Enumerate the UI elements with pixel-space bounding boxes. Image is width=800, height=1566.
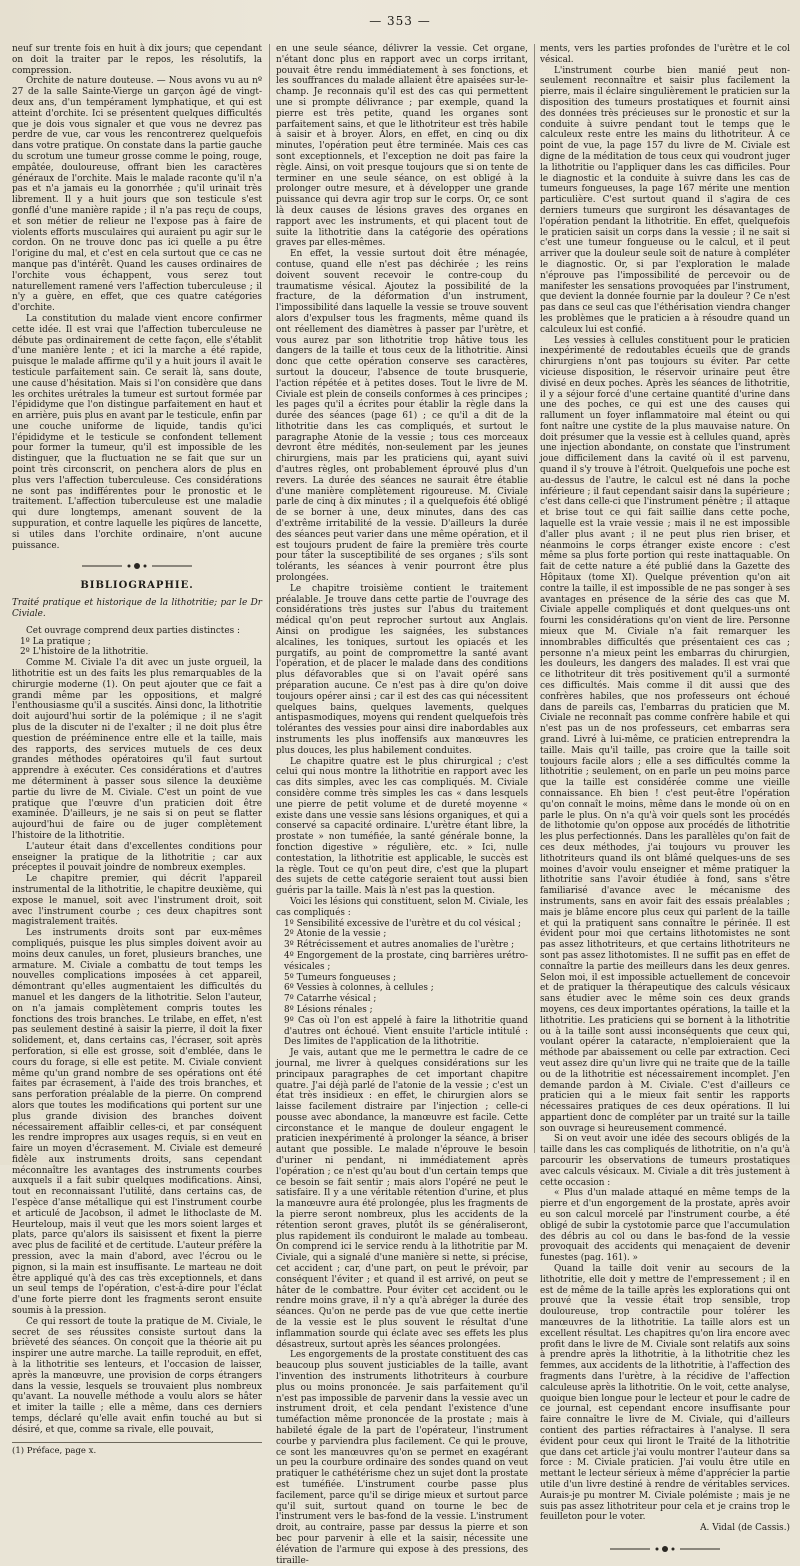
- paragraph: Le chapitre premier, qui décrit l'appareil instrumental de la lithotritie, le chapitre deuxième, qui expose le manuel, soit avec l'instrument droit, soit avec l'instrument courbe ; ces deux chapitres sont magistralement traités.: [12, 874, 262, 928]
- book-title: Traité pratique et historique de la lithotritie; par le Dr Civiale.: [12, 598, 262, 620]
- paragraph: ments, vers les parties profondes de l'urètre et le col vésical.: [540, 44, 790, 65]
- paragraph: En effet, la vessie surtout doit être ménagée, contuse, quand elle n'est pas déchirée ; les reins doivent souvent recevoir le contre-coup du traumatisme vésical. Ajoutez la possibilité de la fracture, de la déformation d'un instrument, l'impossibilité dans laquelle la vessie se trouve souvent alors d'expulser tous les fragments, même quand ils ont réellement des diamètres à passer par l'urètre, et vous aurez par son lithotritie trop hâtive tous les dangers de la taille et tous ceux de la lithotritie. Ainsi donc que cette opération conserve ses caractères, surtout la douceur, l'absence de toute brusquerie, l'action répétée et à petites doses. Tout le livre de M. Civiale est plein de conseils conformes à ces principes ; les pages qu'il a écrites pour établir la règle dans la durée des séances (page 61) ; ce qu'il a dit de la lithotritie dans les cas compliqués, et surtout le paragraphe Atonie de la vessie ; tous ces morceaux devront être médités, non-seulement par les jeunes chirurgiens, mais par les praticiens qui, ayant suivi d'autres règles, ont probablement éprouvé plus d'un revers. La durée des séances ne saurait être établie d'une manière complètement rigoureuse. M. Civiale parle de cinq à dix minutes ; il a quelquefois été obligé de se borner à une, deux minutes, dans des cas d'extrême irritabilité de la vessie. D'ailleurs la durée des séances peut varier dans une même opération, et il est toujours prudent de faire la première très courte pour tâter la susceptibilité de ses organes ; s'ils sont tolérants, les séances à venir pourront être plus prolongées.: [276, 249, 528, 584]
- paragraph: L'auteur était dans d'excellentes conditions pour enseigner la pratique de la lithotritie ; car aux préceptes il pouvait joindre de nombreux exemples.: [12, 841, 262, 874]
- paragraph: Quand la taille doit venir au secours de la lithotritie, elle doit y mettre de l'empressement ; il en est de même de la taille après les explorations qui ont prouvé que la vessie était trop sensible, trop douloureuse, trop contractile pour tolérer les manœuvres de la lithotritie. La taille alors est un excellent résultat. Les chapitres qu'on lira encore avec profit dans le livre de M. Civiale sont relatifs aux soins à prendre après la lithotritie, à la lithotritie chez les femmes, aux accidents de la lithotritie, à l'affection des fragments dans l'urètre, à la récidive de l'affection calculeuse après la lithotritie. On le voit, cette analyse, quoique bien longue pour le lecteur et pour le cadre de ce journal, est cependant encore insuffisante pour faire connaître le livre de M. Civiale, qui d'ailleurs contient des parties réfractaires à l'analyse. Il sera évident pour ceux qui liront le Traité de la lithotritie que dans cet article j'ai voulu montrer l'auteur dans sa force : M. Civiale praticien. J'ai voulu être utile en mettant le lecteur sérieux à même d'apprécier la partie utile d'un livre destiné à rendre de véritables services. Aurais-je pu montrer M. Civiale polémiste ; mais je ne suis pas assez lithotriteur pour cela et je crains trop le feuilleton pour le voter.: [540, 1264, 790, 1523]
- list-item: 9º Cas où l'on est appelé à faire la lithotritie quand d'autres ont échoué. Vient ensuite l'article intitulé : Des limites de l'application de la lithotritie.: [284, 1015, 528, 1048]
- list-item: 6º Vessies à colonnes, à cellules ;: [284, 983, 434, 994]
- paragraph: Ce qui ressort de toute la pratique de M. Civiale, le secret de ses réussites consiste surtout dans la brièveté des séances. On conçoit que la théorie ait pu inspirer une autre marche. La taille reproduit, en effet, à la lithotritie ses lenteurs, et l'occasion de laisser, après la manœuvre, une provision de corps étrangers dans la vessie, lesquels se trouvaient plus nombreux qu'avant. La nouvelle méthode a voulu alors se hâter et imiter la taille ; elle a même, dans ces derniers temps, déclaré qu'elle avait enfin touché au but si désiré, et que, comme sa rivale, elle pouvait,: [12, 1316, 262, 1435]
- paragraph: neuf sur trente fois en huit à dix jours; que cependant on doit la traiter par le repos, les résolutifs, la compression.: [12, 44, 262, 76]
- paragraph: Le chapitre quatre est le plus chirurgical ; c'est celui qui nous montre la lithotritie en rapport avec les cas dits simples, avec les cas compliqués. M. Civiale considère comme très simples les cas « dans lesquels une pierre de petit volume et de dureté moyenne « existe dans une vessie sans lésions organiques, et qui a conservé sa capacité ordinaire. L'urètre étant libre, la prostate » non tuméfiée, la santé générale bonne, la fonction digestive » régulière, etc. » Ici, nulle contestation, la lithotritie est applicable, le succès est la règle. Tout ce qu'on peut dire, c'est que la plupart des sujets de cette catégorie seraient tout aussi bien guéris par la taille. Mais là n'est pas la question.: [276, 756, 528, 897]
- list-item: 4º Engorgement de la prostate, cinq barrières urétro-vésicales ;: [284, 950, 528, 972]
- paragraph: Voici les lésions qui constituent, selon M. Civiale, les cas compliqués :: [276, 896, 528, 918]
- paragraph: en une seule séance, délivrer la vessie. Cet organe, n'étant donc plus en rapport avec un corps irritant, pouvait être rendu immédiatement à ses fonctions, et les souffrances du malade allaient être apaisées sur-le-champ. Je reconnais qu'il est des cas qui permettent une si prompte délivrance ; par exemple, quand la pierre est très petite, quand les organes sont parfaitement sains, et que le lithotriteur est très habile à saisir et à broyer. Alors, en effet, en cinq ou dix minutes, l'opération peut être terminée. Mais ces cas sont exceptionnels, et l'exception ne doit pas faire la règle. Ainsi, on voit presque toujours que si on tente de terminer en une seule séance, on est obligé à la prolonger outre mesure, et à développer une grande puissance qui devra agir trop sur le corps. Or, ce sont là deux causes de lésions graves des organes en rapport avec les instruments, et qui placent tout de suite la lithotritie dans la catégorie des opérations graves par elles-mêmes.: [276, 44, 528, 249]
- ornament-divider: [610, 1544, 720, 1554]
- paragraph: Orchite de nature douteuse. — Nous avons vu au nº 27 de la salle Sainte-Vierge un garçon âgé de vingt-deux ans, d'un tempérament lymphatique, et qui est atteint d'orchite. Ici se présentent quelques difficultés que je dois vous signaler et que vous ne devrez pas perdre de vue, car vous les rencontrerez quelquefois dans votre pratique. On constate dans la partie gauche du scrotum une tumeur grosse comme le poing, rouge, empâtée, douloureuse, offrant bien les caractères généraux de l'orchite. Mais le malade raconte qu'il n'a pas et n'a jamais eu la gonorrhée ; qu'il urinait très librement. Il y a huit jours que son testicule s'est gonflé d'une manière rapide ; il n'a pas reçu de coups, et son métier de relieur ne l'expose pas à faire de violents efforts musculaires qui auraient pu agir sur le cordon. On ne trouve donc pas ici quelle a pu être l'origine du mal, et c'est en cela surtout que ce cas ne manque pas d'intérêt. Quand les causes ordinaires de l'orchite vous échappent, vous serez tout naturellement ramené vers l'affection tuberculeuse ; il n'y a guère, en effet, que ces quatre catégories d'orchite.: [12, 76, 262, 314]
- list-item: 1º La pratique ;: [20, 636, 91, 647]
- ornament-divider: [82, 561, 192, 571]
- author-signature: A. Vidal (de Cassis.): [700, 1523, 790, 1534]
- paragraph: Les vessies à cellules constituent pour le praticien inexpérimenté de redoutables écueils que de grands chirurgiens n'ont pas toujours su éviter. Par cette vicieuse disposition, le réservoir urinaire peut être divisé en deux poches. Après les séances de lithotritie, il y a séjour forcé d'une certaine quantité d'urine dans une des poches, ce qui est une des causes qui rallument un foyer inflammatoire mal éteint ou qui font naître une cystite de la plus mauvaise nature. On doit présumer que la vessie est à cellules quand, après une injection abondante, on constate que l'instrument joue difficilement dans la cavité où il est parvenu, quand il s'y trouve à l'étroit. Quelquefois une poche est au-dessus de l'autre, le calcul est né dans la poche inférieure ; il faut cependant saisir dans la supérieure ; c'est dans celle-ci que l'instrument pénètre ; il attaque et brise tout ce qui fait saillie dans cette poche, laquelle est la vraie vessie ; mais il ne est impossible d'aller plus avant ; il ne peut plus rien briser, et néanmoins le corps étranger existe encore : c'est même sa plus forte portion qui reste inattaquable. On fait de cette nature a été publié dans la Gazette des Hôpitaux (tome XI). Quelque prévention qu'on ait contre la taille, il est impossible de ne pas songer à ses avantages en présence de la série des cas que M. Civiale appelle compliqués et dont quelques-uns ont fourni les considérations qu'on vient de lire. Personne mieux que M. Civiale n'a fait remarquer les innombrables difficultés que présentaient ces cas ; personne n'a mieux peint les embarras du chirurgien, les douleurs, les dangers des malades. Il est vrai que ce lithotriteur dit très positivement qu'il a surmonté ces difficultés. Mais comme il dit aussi que des confrères habiles, que nos professeurs ont échoué dans de pareils cas, l'embarras du praticien que M. Civiale ne reconnaît pas comme confrère habile et qui n'est pas un de nos professeurs, cet embarras sera grand. Livré à lui-même, ce praticien entreprendra la taille. Mais qu'il taille, pas croire que la taille soit toujours facile alors ; elle a ses difficultés comme la lithotritie ; seulement, on en parle un peu moins parce que la taille est considérée comme une vieille connaissance. Eh bien ! c'est peut-être l'opération qu'on connaît le moins, même dans le monde où on en parle le plus. On n'a qu'à voir quels sont les procédés de lithotomie qu'on oppose aux procédés de lithotritie les plus perfectionnés. Dans les parallèles qu'on fait de ces deux méthodes, j'ai toujours vu prouver les lithotriteurs quand ils ont blâmé quelques-uns de ses moines d'avoir voulu enseigner et même pratiquer la lithotritie sans l'avoir étudiée à fond, sans s'être familiarisé d'avance avec le mécanisme des instruments, sans en avoir fait des essais préalables ; mais je blâme encore plus ceux qui parlent de la taille et qui la pratiquent sans connaître le périnée. Il est évident pour moi que certains lithotomistes ne sont pas assez lithotriteurs, et que certains lithotriteurs ne sont pas assez lithotomistes. Il ne suffit pas en effet de connaître la partie des meilleurs dans les deux genres. Selon moi, il est impossible actuellement de concevoir et de pratiquer la thérapeutique des calculs vésicaux sans étudier avec le même soin ces deux grands moyens, ces deux importantes opérations, la taille et la lithotritie. Les praticiens qui se bornent à la lithotritie ou à la taille sont aussi inconséquents que ceux qui, voulant opérer la cataracte, n'emploieraient que la méthode par abaissement ou celle par extraction. Ceci veut assez dire qu'un livre qui ne traite que de la taille ou de la lithotritie est nécessairement incomplet. J'en demande pardon à M. Civiale. C'est d'ailleurs ce praticien qui a le mieux fait sentir les rapports nécessaires pratiques de ces deux opérations. Il lui appartient donc de compléter par un traité sur la taille son ouvrage si heureusement commencé.: [540, 335, 790, 1134]
- paragraph: Les instruments droits sont par eux-mêmes compliqués, puisque les plus simples doivent avoir au moins deux canules, un foret, plusieurs branches, une armature. M. Civiale a combattu de tout temps les nouvelles complications imposées à cet appareil, démontrant qu'elles augmentaient les difficultés du manuel et les dangers de la lithotritie. Selon l'auteur, on n'a jamais complètement compris toutes les fonctions des trois branches. Le trilabe, en effet, n'est pas seulement destiné à saisir la pierre, il doit la fixer solidement, et, dans certains cas, l'écraser, soit après perforation, si elle est grosse, soit d'emblée, dans le cours du forage, si elle est petite. M. Civiale convient même qu'un grand nombre de ses opérations ont été faites par écrasement, à l'aide des trois branches, et sans perforation préalable de la pierre. On comprend alors que toutes les modifications qui portent sur une plus grande division des branches doivent nécessairement affaiblir celles-ci, et par conséquent les rendre impropres aux usages requis, si en veut en faire un moyen d'écrasement. M. Civiale est demeuré fidèle aux instruments droits, sans cependant méconnaître les avantages des instruments courbes auxquels il a fait subir quelques modifications. Ainsi, tout en reconnaissant l'utilité, dans certains cas, de l'espèce d'anse métallique qui est l'instrument courbe et articulé de Jacobson, il admet le lithoclaste de M. Heurteloup, mais il veut que les mors soient larges et plats, parce qu'alors ils saisissent et fixent la pierre avec plus de facilité et de certitude. L'auteur préfère la pression, avec la main d'abord, avec l'écrou ou le pignon, si la main est insuffisante. Le marteau ne doit être appliqué qu'à des cas très exceptionnels, et dans un seul temps de l'opération, c'est-à-dire pour l'éclat d'une forte pierre dont les fragments seront ensuite soumis à la pression.: [12, 928, 262, 1317]
- column-left: [12, 44, 262, 1456]
- list-item: 8º Lésions rénales ;: [284, 1004, 373, 1015]
- paragraph: Les engorgements de la prostate constituent des cas beaucoup plus souvent justiciables de la taille, avant l'invention des instruments lithotriteurs à courbure plus ou moins prononcée. Je sais parfaitement qu'il n'est pas impossible de parvenir dans la vessie avec un instrument droit, et cela pendant l'existence d'une tuméfaction même prononcée de la prostate ; mais à habileté égale de la part de l'opérateur, l'instrument courbe y parviendra plus facilement. Ce qui le prouve, ce sont les manœuvres qu'on se permet en exagérant un peu la courbure ordinaire des sondes quand on veut pratiquer le cathétérisme chez un sujet dont la prostate est tuméfiée. L'instrument courbe passe plus facilement, parce qu'il se dirige mieux et surtout parce qu'il suit, surtout quand on tourne le bec de l'instrument vers le bas-fond de la vessie. L'instrument droit, au contraire, passe par dessus la pierre et son bec pour parvenir à elle et la saisir, nécessite une élévation de l'armure qui expose à des pressions, des tiraille-: [276, 1350, 528, 1566]
- footnote: (1) Préface, page x.: [12, 1442, 262, 1457]
- list-item: 5º Tumeurs fongueuses ;: [284, 972, 397, 983]
- page-number: — 353 —: [369, 14, 431, 28]
- paragraph: Cet ouvrage comprend deux parties distinctes :: [26, 625, 240, 636]
- list-item: 2º L'histoire de la lithotritie.: [20, 647, 149, 658]
- list-item: 1º Sensibilité excessive de l'urètre et du col vésical ;: [284, 918, 521, 929]
- section-title: BIBLIOGRAPHIE.: [80, 580, 194, 592]
- column-right: [540, 44, 790, 1534]
- column-divider: [534, 44, 535, 1153]
- list-item: 2º Atonie de la vessie ;: [284, 929, 387, 940]
- list-item: 3º Rétrécissement et autres anomalies de l'urètre ;: [284, 940, 515, 951]
- paragraph: Comme M. Civiale l'a dit avec un juste orgueil, la lithotritie est un des faits les plus remarquables de la chirurgie moderne (1). On peut ajouter que ce fait a grandi même par les oppositions, et malgré l'enthousiasme qu'il a suscités. Ainsi donc, la lithotritie doit aujourd'hui sortir de la polémique ; il ne s'agit plus de la discuter ni de l'exalter ; il ne doit plus être question de prééminence entre elle et la taille, mais des rapports, des services mutuels de ces deux grandes méthodes opératoires qu'il faut surtout apprendre à exécuter. Ces considérations et d'autres me déterminent à passer sous silence la deuxième partie du livre de M. Civiale. C'est un point de vue pratique que l'œuvre d'un praticien doit être examinée. D'ailleurs, je ne sais si on peut se flatter aujourd'hui de faire ou de juger complètement l'histoire de la lithotritie.: [12, 658, 262, 841]
- list-item: 7º Catarrhe vésical ;: [284, 994, 377, 1005]
- column-middle: [276, 44, 528, 1566]
- paragraph: L'instrument courbe bien manié peut non-seulement reconnaître et saisir plus facilement la pierre, mais il éclaire singulièrement le praticien sur la disposition des tumeurs prostatiques et fournit ainsi des données très précieuses sur le pronostic et sur la conduite à suivre pendant tout le temps que le calculeux reste entre les mains du lithotriteur. À ce point de vue, la page 157 du livre de M. Civiale est digne de la méditation de tous ceux qui voudront juger la lithotritie ou l'appliquer dans les cas difficiles. Pour le diagnostic et la conduite à suivre dans les cas de tumeurs fongueuses, la page 167 mérite une mention particulière. C'est surtout quand il s'agira de ces derniers tumeurs que surgiront les désavantages de l'opération pendant la lithotritie. En effet, quelquefois le praticien saisit un corps dans la vessie ; il ne sait si c'est une tumeur fongueuse ou le calcul, et il peut arriver que la douleur seule soit de nature à compléter le diagnostic. Or, si par l'exploration le malade n'éprouve pas l'impossibilité de percevoir ou de manifester les sensations provoquées par l'instrument, que devient la donnée fournie par la douleur ? Ce n'est pas dans ce seul cas que l'éthérisation viendra changer les problèmes que le praticien a à résoudre quand un calculeux lui est confié.: [540, 65, 790, 335]
- paragraph: Si on veut avoir une idée des secours obligés de la taille dans les cas compliqués de lithotritie, on n'a qu'à parcourir les observations de tumeurs prostatiques avec calculs vésicaux. M. Civiale a dit très justement à cette occasion :: [540, 1134, 790, 1188]
- paragraph: Le chapitre troisième contient le traitement préalable. Je trouve dans cette partie de l'ouvrage des considérations très justes sur l'abus du traitement médical qu'on peut reprocher surtout aux Anglais. Ainsi on prodigue les saignées, les substances alcalines, les toniques, surtout les opiacés et les purgatifs, au point de compromettre la santé avant l'opération, et de placer le malade dans des conditions plus défavorables que si on l'avait opéré sans préparation aucune. Ce n'est pas à dire qu'on doive toujours opérer ainsi ; car il est des cas qui nécessitent quelques bains, quelques lavements, quelques antispasmodiques, moyens qui rendent quelquefois très tolérantes des vessies pour ainsi dire inabordables aux instruments les plus inoffensifs aux manœuvres les plus douces, les plus habilement conduites.: [276, 583, 528, 756]
- column-divider: [269, 44, 270, 1153]
- paragraph: Je vais, autant que me le permettra le cadre de ce journal, me livrer à quelques considérations sur les principaux paragraphes de cet important chapitre quatre. J'ai déjà parlé de l'atonie de la vessie ; c'est un état très insidieux : en effet, le chirurgien alors se laisse facilement distraire par l'injection ; celle-ci pousse avec abondance, la manœuvre est facile. Cette circonstance et le manque de douleur engagent le praticien inexpérimenté à prolonger la séance, à briser autant que possible. Le malade n'éprouve le besoin d'uriner ni pendant, ni immédiatement après l'opération ; ce n'est qu'au bout d'un certain temps que ce besoin se fait sentir ; mais alors l'opéré ne peut le satisfaire. Il y a une véritable rétention d'urine, et plus la manœuvre aura été prolongée, plus les fragments de la pierre seront nombreux, plus les accidents de la rétention seront graves, plutôt ils se généraliseront, plus rapidement ils conduiront le malade au tombeau. On comprend ici le service rendu à la lithotritie par M. Civiale, qui a signalé d'une manière si nette, si précise, cet accident ; car, d'une part, on peut le prévoir, par conséquent l'éviter ; et quand il est arrivé, on peut se hâter de le combattre. Pour éviter cet accident ou le rendre moins grave, il n'y a qu'à abréger la durée des séances. Qu'on ne perde pas de vue que cette inertie de la vessie est le plus souvent le résultat d'une inflammation sourde qui éclate avec ses effets les plus désastreux, surtout après les séances prolongées.: [276, 1048, 528, 1350]
- paragraph: « Plus d'un malade attaqué en même temps de la pierre et d'un engorgement de la prostate, après avoir eu son calcul morcelé par l'instrument courbe, a été obligé de subir la cystotomie parce que l'accumulation des débris au col ou dans le bas-fond de la vessie provoquait des accidents qui menaçaient de devenir funestes (pag. 161). »: [540, 1188, 790, 1264]
- paragraph: La constitution du malade vient encore confirmer cette idée. Il est vrai que l'affection tuberculeuse ne débute pas ordinairement de cette façon, elle s'établit d'une manière lente ; et ici la marche a été rapide, puisque le malade affirme qu'il y a huit jours il avait le testicule parfaitement sain. Ce serait là, sans doute, une cause d'hésitation. Mais si l'on considère que dans les orchites urétrales la tumeur est surtout formée par l'épididyme que l'on distingue parfaitement en haut et en arrière, puis plus en avant par le testicule, enfin par une couche uniforme de liquide, tandis qu'ici l'épididyme et le testicule se confondent tellement pour former la tumeur, qu'il est impossible de les distinguer, que la fluctuation ne se fait que sur un point très circonscrit, on penchera alors de plus en plus vers l'affection tuberculeuse. Ces considérations ne sont pas indifférentes pour le pronostic et le traitement. L'affection tuberculeuse est une maladie qui dure longtemps, amenant souvent de la suppuration, et contre laquelle les piqûres de lancette, si utiles dans l'orchite ordinaire, n'ont aucune puissance.: [12, 313, 262, 551]
